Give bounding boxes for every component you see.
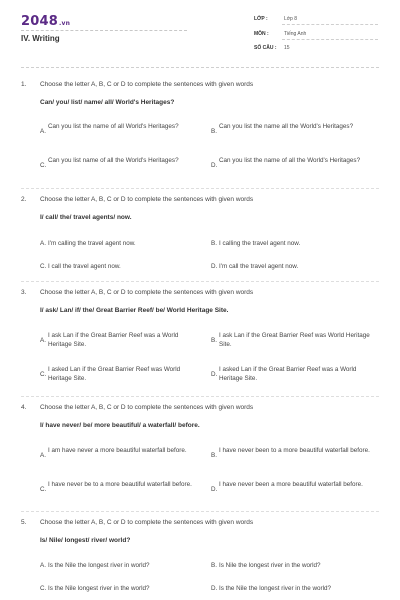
section-title: IV. Writing xyxy=(21,34,60,43)
option-text: I calling the travel agent now. xyxy=(219,240,301,247)
meta-class-line xyxy=(282,24,378,25)
question-divider xyxy=(21,188,379,189)
question-instruction: Choose the letter A, B, C or D to complete the sentences with given words xyxy=(40,81,254,88)
option-letter: A. xyxy=(40,128,46,135)
question-prompt: I/ have never/ be/ more beautiful/ a waterfall/ before. xyxy=(40,422,200,429)
question-header xyxy=(21,403,379,415)
option-text: Is the Nile longest river in the world? xyxy=(48,585,150,592)
option-text: I have never been to a more beautiful waterfall before. xyxy=(219,447,370,454)
question-prompt: Can/ you/ list/ name/ all/ World's Heritages? xyxy=(40,99,175,106)
option-text: Is the Nile the longest river in the world? xyxy=(219,585,332,592)
option-text: I have never be to a more beautiful waterfall before. xyxy=(48,481,192,488)
question-header xyxy=(21,518,379,530)
question-4 xyxy=(21,403,379,436)
question-header xyxy=(21,195,379,207)
question-instruction: Choose the letter A, B, C or D to complete the sentences with given words xyxy=(40,519,254,526)
option-letter: A. xyxy=(40,240,46,247)
question-number: 1. xyxy=(21,81,27,88)
option-text: I'm call the travel agent now. xyxy=(219,263,299,270)
question-header xyxy=(21,80,379,92)
meta-class xyxy=(254,14,378,26)
option-text: Can you list name of all the World's Heritages? xyxy=(48,157,179,164)
question-number: 3. xyxy=(21,289,27,296)
header-divider xyxy=(21,67,379,68)
option-text: I'm calling the travel agent now. xyxy=(48,240,136,247)
question-prompt: I/ call/ the/ travel agents/ now. xyxy=(40,214,132,221)
option-letter: B. xyxy=(211,562,217,569)
option-letter: D. xyxy=(211,162,218,169)
option-text: I ask Lan if the Great Barrier Reef was a World Heritage Site. xyxy=(48,332,179,348)
option-letter: D. xyxy=(211,585,218,592)
question-number: 2. xyxy=(21,196,27,203)
question-instruction: Choose the letter A, B, C or D to complete the sentences with given words xyxy=(40,196,254,203)
meta-class-key: LỚP : xyxy=(254,16,268,22)
option-text: I ask Lan if the Great Barrier Reef was World Heritage Site. xyxy=(219,332,370,348)
meta-subject-line xyxy=(282,39,378,40)
meta-subject-value: Tiếng Anh xyxy=(284,31,307,37)
meta-class-value: Lớp 8 xyxy=(284,16,298,22)
option-letter: B. xyxy=(211,240,217,247)
option-letter: D. xyxy=(211,486,218,493)
option-letter: D. xyxy=(211,263,218,270)
option-text: I call the travel agent now. xyxy=(48,263,121,270)
question-prompt: Is/ Nile/ longest/ river/ world? xyxy=(40,537,131,544)
question-divider xyxy=(21,396,379,397)
meta-count xyxy=(254,43,378,55)
meta-count-key: SỐ CÂU : xyxy=(254,45,277,51)
logo-divider xyxy=(21,30,187,31)
option-text: Can you list the name of all the World's Heritages? xyxy=(219,157,361,164)
meta-count-value: 15 xyxy=(284,45,290,51)
option-text: I have never been a more beautiful waterfall before. xyxy=(219,481,363,488)
question-number: 4. xyxy=(21,404,27,411)
question-number: 5. xyxy=(21,519,27,526)
option-letter: C. xyxy=(40,162,47,169)
option-text: I asked Lan if the Great Barrier Reef was a World Heritage Site. xyxy=(219,366,357,382)
option-text: Is Nile the longest river in the world? xyxy=(219,562,321,569)
logo-main: 2048 xyxy=(21,14,58,29)
logo-suffix: .vn xyxy=(58,20,71,27)
question-prompt: I/ ask/ Lan/ if/ the/ Great Barrier Reef/ be/ World Heritage Site. xyxy=(40,307,229,314)
page-header xyxy=(0,0,400,70)
option-text: Can you list the name of all World's Heritages? xyxy=(48,123,179,130)
option-letter: B. xyxy=(211,337,217,344)
question-divider xyxy=(21,281,379,282)
option-text: I asked Lan if the Great Barrier Reef was World Heritage Site. xyxy=(48,366,181,382)
option-letter: C. xyxy=(40,486,47,493)
option-letter: A. xyxy=(40,452,46,459)
option-letter: A. xyxy=(40,337,46,344)
option-letter: A. xyxy=(40,562,46,569)
meta-subject xyxy=(254,29,378,41)
question-3 xyxy=(21,288,379,321)
question-instruction: Choose the letter A, B, C or D to complete the sentences with given words xyxy=(40,404,254,411)
question-5 xyxy=(21,518,379,551)
option-letter: C. xyxy=(40,371,47,378)
option-text: Is the Nile the longest river in world? xyxy=(48,562,150,569)
option-letter: C. xyxy=(40,585,47,592)
question-header xyxy=(21,288,379,300)
option-text: Can you list the name all the World's Heritages? xyxy=(219,123,354,130)
option-text: I am have never a more beautiful waterfall before. xyxy=(48,447,187,454)
site-logo[interactable] xyxy=(21,14,70,29)
option-letter: D. xyxy=(211,371,218,378)
question-divider xyxy=(21,511,379,512)
question-2 xyxy=(21,195,379,228)
meta-subject-key: MÔN : xyxy=(254,31,269,37)
option-letter: C. xyxy=(40,263,47,270)
option-letter: B. xyxy=(211,452,217,459)
question-1 xyxy=(21,80,379,113)
question-instruction: Choose the letter A, B, C or D to complete the sentences with given words xyxy=(40,289,254,296)
option-letter: B. xyxy=(211,128,217,135)
